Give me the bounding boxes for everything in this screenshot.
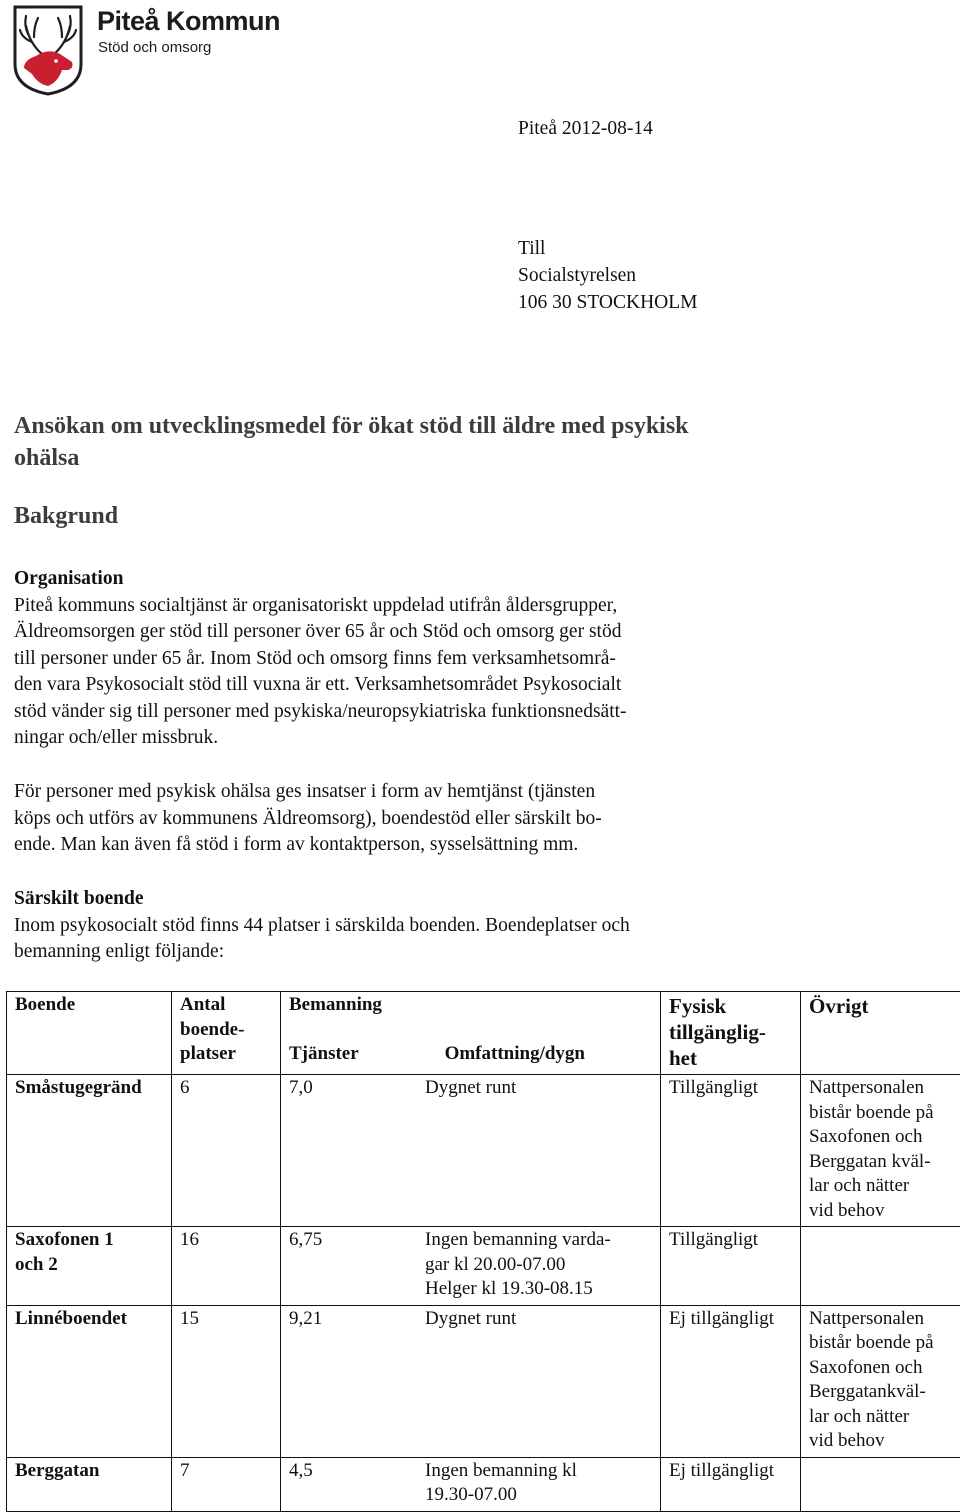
municipality-logo	[12, 4, 302, 98]
recipient-line: 106 30 STOCKHOLM	[518, 290, 698, 317]
sarskilt-boende-section	[14, 886, 754, 966]
cell-antal: 15	[172, 1305, 281, 1457]
cell-tjanster: 9,21	[289, 1307, 425, 1332]
paragraph-line: För personer med psykisk ohälsa ges insatser i form av hemtjänst (tjänsten	[14, 779, 754, 806]
cell-boende: Saxofonen 1 och 2	[7, 1227, 172, 1306]
cell-fysisk: Ej tillgängligt	[661, 1457, 801, 1511]
table-row	[7, 1457, 960, 1511]
section-heading: Bakgrund	[14, 503, 118, 530]
cell-ovrigt: Nattpersonalen bistår boende på Saxofonen och Berggatan kväl- lar och nätter vid behov	[801, 1075, 960, 1227]
paragraph-line: köps och utförs av kommunens Äldreomsorg), boendestöd eller särskilt bo-	[14, 806, 754, 833]
cell-bemanning	[281, 1227, 661, 1306]
table-header-row	[7, 992, 960, 1075]
cell-tjanster: 4,5	[289, 1459, 425, 1508]
cell-fysisk: Ej tillgängligt	[661, 1305, 801, 1457]
cell-antal: 16	[172, 1227, 281, 1306]
paragraph-line: Piteå kommuns socialtjänst är organisatoriskt uppdelad utifrån åldersgrupper,	[14, 593, 754, 620]
logo-subtitle: Stöd och omsorg	[98, 39, 211, 56]
header-omfattning: Omfattning/dygn	[445, 1042, 585, 1067]
reindeer-shield-icon	[12, 4, 84, 96]
paragraph-line: bemanning enligt följande:	[14, 939, 754, 966]
cell-boende: Linnéboendet	[7, 1305, 172, 1457]
paragraph-line: Inom psykosocialt stöd finns 44 platser i särskilda boenden. Boendeplatser och	[14, 913, 754, 940]
cell-fysisk: Tillgängligt	[661, 1227, 801, 1306]
cell-bemanning	[281, 1075, 661, 1227]
cell-omfattning: Ingen bemanning kl 19.30-07.00	[425, 1459, 577, 1508]
cell-tjanster: 6,75	[289, 1228, 425, 1302]
cell-antal: 6	[172, 1075, 281, 1227]
paragraph-line: ende. Man kan även få stöd i form av kontaktperson, sysselsättning mm.	[14, 832, 754, 859]
header-ovrigt: Övrigt	[801, 992, 960, 1075]
cell-boende: Berggatan	[7, 1457, 172, 1511]
paragraph-line: till personer under 65 år. Inom Stöd och omsorg finns fem verksamhetsområ-	[14, 646, 754, 673]
cell-bemanning	[281, 1457, 661, 1511]
recipient-address	[518, 236, 698, 317]
cell-antal: 7	[172, 1457, 281, 1511]
insatser-paragraph	[14, 779, 754, 859]
document-title: Ansökan om utvecklingsmedel för ökat stöd till äldre med psykisk ohälsa	[14, 410, 734, 474]
header-fysisk: Fysisk tillgänglig- het	[661, 992, 801, 1075]
header-tjanster: Tjänster	[289, 1042, 359, 1067]
table-row	[7, 1305, 960, 1457]
recipient-line: Till	[518, 236, 698, 263]
cell-fysisk: Tillgängligt	[661, 1075, 801, 1227]
boende-table	[6, 991, 960, 1512]
cell-omfattning: Dygnet runt	[425, 1307, 516, 1332]
paragraph-line: stöd vänder sig till personer med psykiska/neuropsykiatriska funktionsnedsätt-	[14, 699, 754, 726]
paragraph-line: ningar och/eller missbruk.	[14, 725, 754, 752]
table-row	[7, 1075, 960, 1227]
paragraph-line: den vara Psykosocialt stöd till vuxna är ett. Verksamhetsområdet Psykosocialt	[14, 672, 754, 699]
cell-boende: Småstugegränd	[7, 1075, 172, 1227]
table-row	[7, 1227, 960, 1306]
header-bemanning: Bemanning Tjänster Omfattning/dygn	[281, 992, 661, 1075]
cell-ovrigt	[801, 1227, 960, 1306]
letter-date: Piteå 2012-08-14	[518, 116, 653, 143]
header-boende: Boende	[7, 992, 172, 1075]
logo-title: Piteå Kommun	[97, 6, 280, 37]
cell-omfattning: Dygnet runt	[425, 1076, 516, 1101]
cell-omfattning: Ingen bemanning varda- gar kl 20.00-07.00 Helger kl 19.30-08.15	[425, 1228, 611, 1302]
header-antal: Antal boende- platser	[172, 992, 281, 1075]
organisation-heading: Organisation	[14, 566, 754, 593]
cell-ovrigt	[801, 1457, 960, 1511]
recipient-line: Socialstyrelsen	[518, 263, 698, 290]
cell-ovrigt: Nattpersonalen bistår boende på Saxofonen och Berggatankväl- lar och nätter vid behov	[801, 1305, 960, 1457]
cell-tjanster: 7,0	[289, 1076, 425, 1101]
organisation-section	[14, 566, 754, 752]
cell-bemanning	[281, 1305, 661, 1457]
paragraph-line: Äldreomsorgen ger stöd till personer över 65 år och Stöd och omsorg ger stöd	[14, 619, 754, 646]
sarskilt-heading: Särskilt boende	[14, 886, 754, 913]
